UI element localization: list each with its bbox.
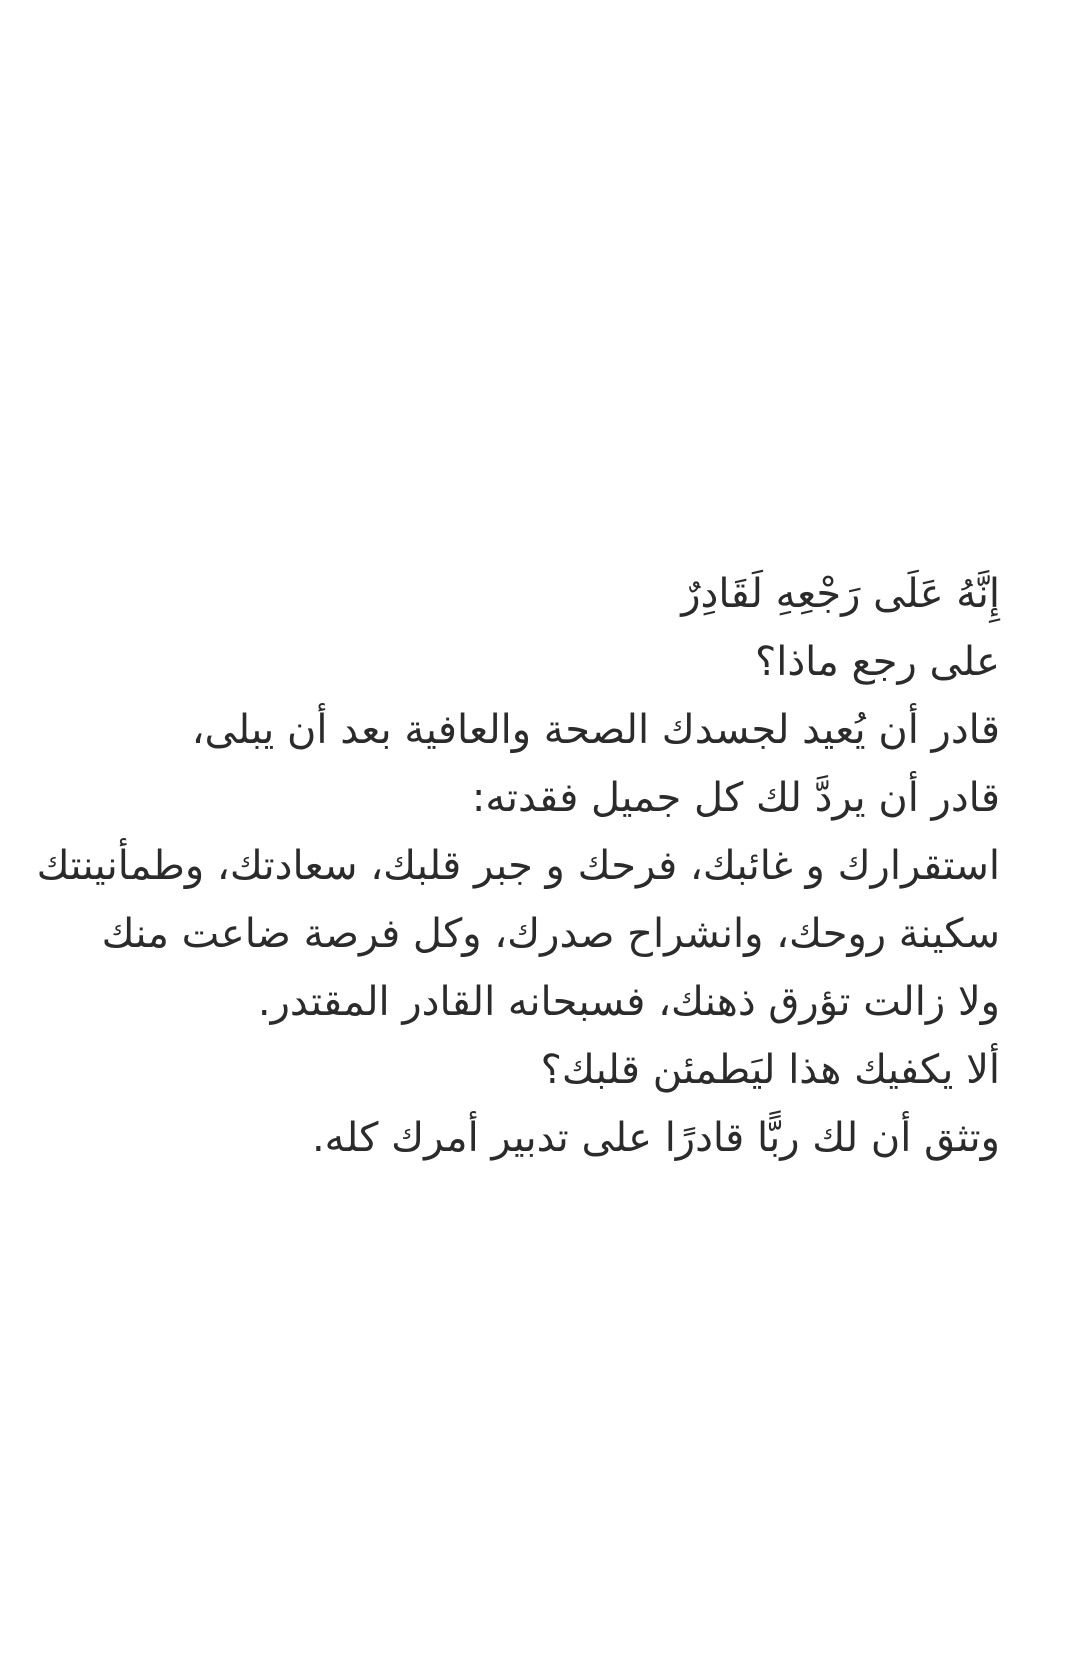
text-line: قادر أن يُعيد لجسدك الصحة والعافية بعد أن يبلى، [191, 707, 1000, 753]
text-line: ولا زالت تؤرق ذهنك، فسبحانه القادر المقتدر. [257, 979, 1000, 1025]
verse-line: إِنَّهُ عَلَى رَجْعِهِ لَقَادِرٌ [681, 571, 1000, 617]
question-line: على رجع ماذا؟ [755, 639, 1000, 685]
text-line: وتثق أن لك ربًّا قادرًا على تدبير أمرك كله. [311, 1115, 1000, 1161]
text-line: سكينة روحك، وانشراح صدرك، وكل فرصة ضاعت منك [101, 911, 1000, 957]
text-line: استقرارك و غائبك، فرحك و جبر قلبك، سعادتك، وطمأنينتك [36, 843, 1000, 889]
note-text-block [36, 560, 1000, 1172]
text-line: قادر أن يردَّ لك كل جميل فقدته: [471, 775, 1000, 821]
text-line: ألا يكفيك هذا ليَطمئن قلبك؟ [540, 1047, 1000, 1093]
